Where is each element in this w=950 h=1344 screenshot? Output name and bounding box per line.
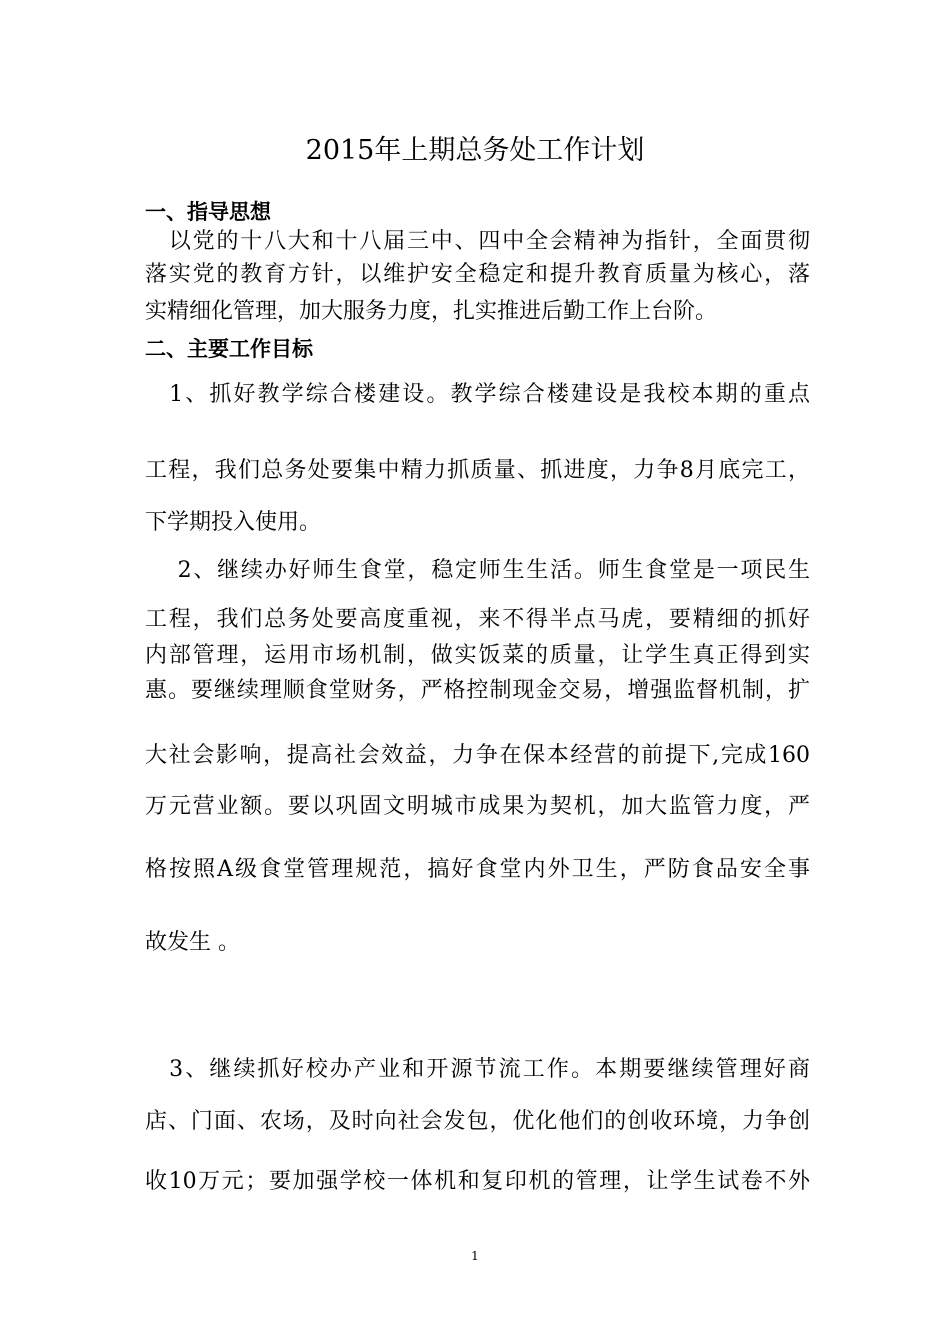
paragraph-line: 格按照A级食堂管理规范，搞好食堂内外卫生，严防食品安全事 (145, 857, 810, 882)
paragraph-line: 万元营业额。要以巩固文明城市成果为契机，加大监管力度，严 (145, 794, 810, 819)
paragraph-line: 店、门面、农场，及时向社会发包，优化他们的创收环境，力争创 (145, 1109, 810, 1134)
paragraph-line: 工程，我们总务处要集中精力抓质量、抓进度，力争8月底完工， (145, 458, 810, 483)
document-title: 2015年上期总务处工作计划 (305, 135, 645, 166)
page-number: 1 (471, 1249, 479, 1263)
paragraph-line: 实精细化管理，加大服务力度，扎实推进后勤工作上台阶。 (145, 299, 718, 324)
paragraph-line: 1、抓好教学综合楼建设。教学综合楼建设是我校本期的重点 (145, 382, 810, 407)
paragraph-line: 下学期投入使用。 (145, 510, 322, 535)
section-heading-main-goals: 二、主要工作目标 (145, 337, 313, 361)
paragraph-line: 2、继续办好师生食堂，稳定师生生活。师生食堂是一项民生 (145, 558, 810, 583)
paragraph-line: 内部管理，运用市场机制，做实饭菜的质量，让学生真正得到实 (145, 643, 810, 668)
paragraph-line: 收10万元；要加强学校一体机和复印机的管理，让学生试卷不外 (145, 1169, 810, 1194)
paragraph-line: 大社会影响，提高社会效益，力争在保本经营的前提下,完成160 (145, 743, 810, 768)
paragraph-line: 落实党的教育方针，以维护安全稳定和提升教育质量为核心，落 (145, 262, 810, 287)
paragraph-line: 故发生 。 (145, 930, 240, 955)
paragraph-line: 惠。要继续理顺食堂财务，严格控制现金交易，增强监督机制，扩 (145, 678, 810, 703)
section-heading-guiding-ideology: 一、指导思想 (145, 200, 271, 224)
paragraph-line: 3、继续抓好校办产业和开源节流工作。本期要继续管理好商 (145, 1057, 810, 1082)
paragraph-line: 以党的十八大和十八届三中、四中全会精神为指针，全面贯彻 (145, 229, 810, 254)
paragraph-line: 工程，我们总务处要高度重视，来不得半点马虎，要精细的抓好 (145, 607, 810, 632)
